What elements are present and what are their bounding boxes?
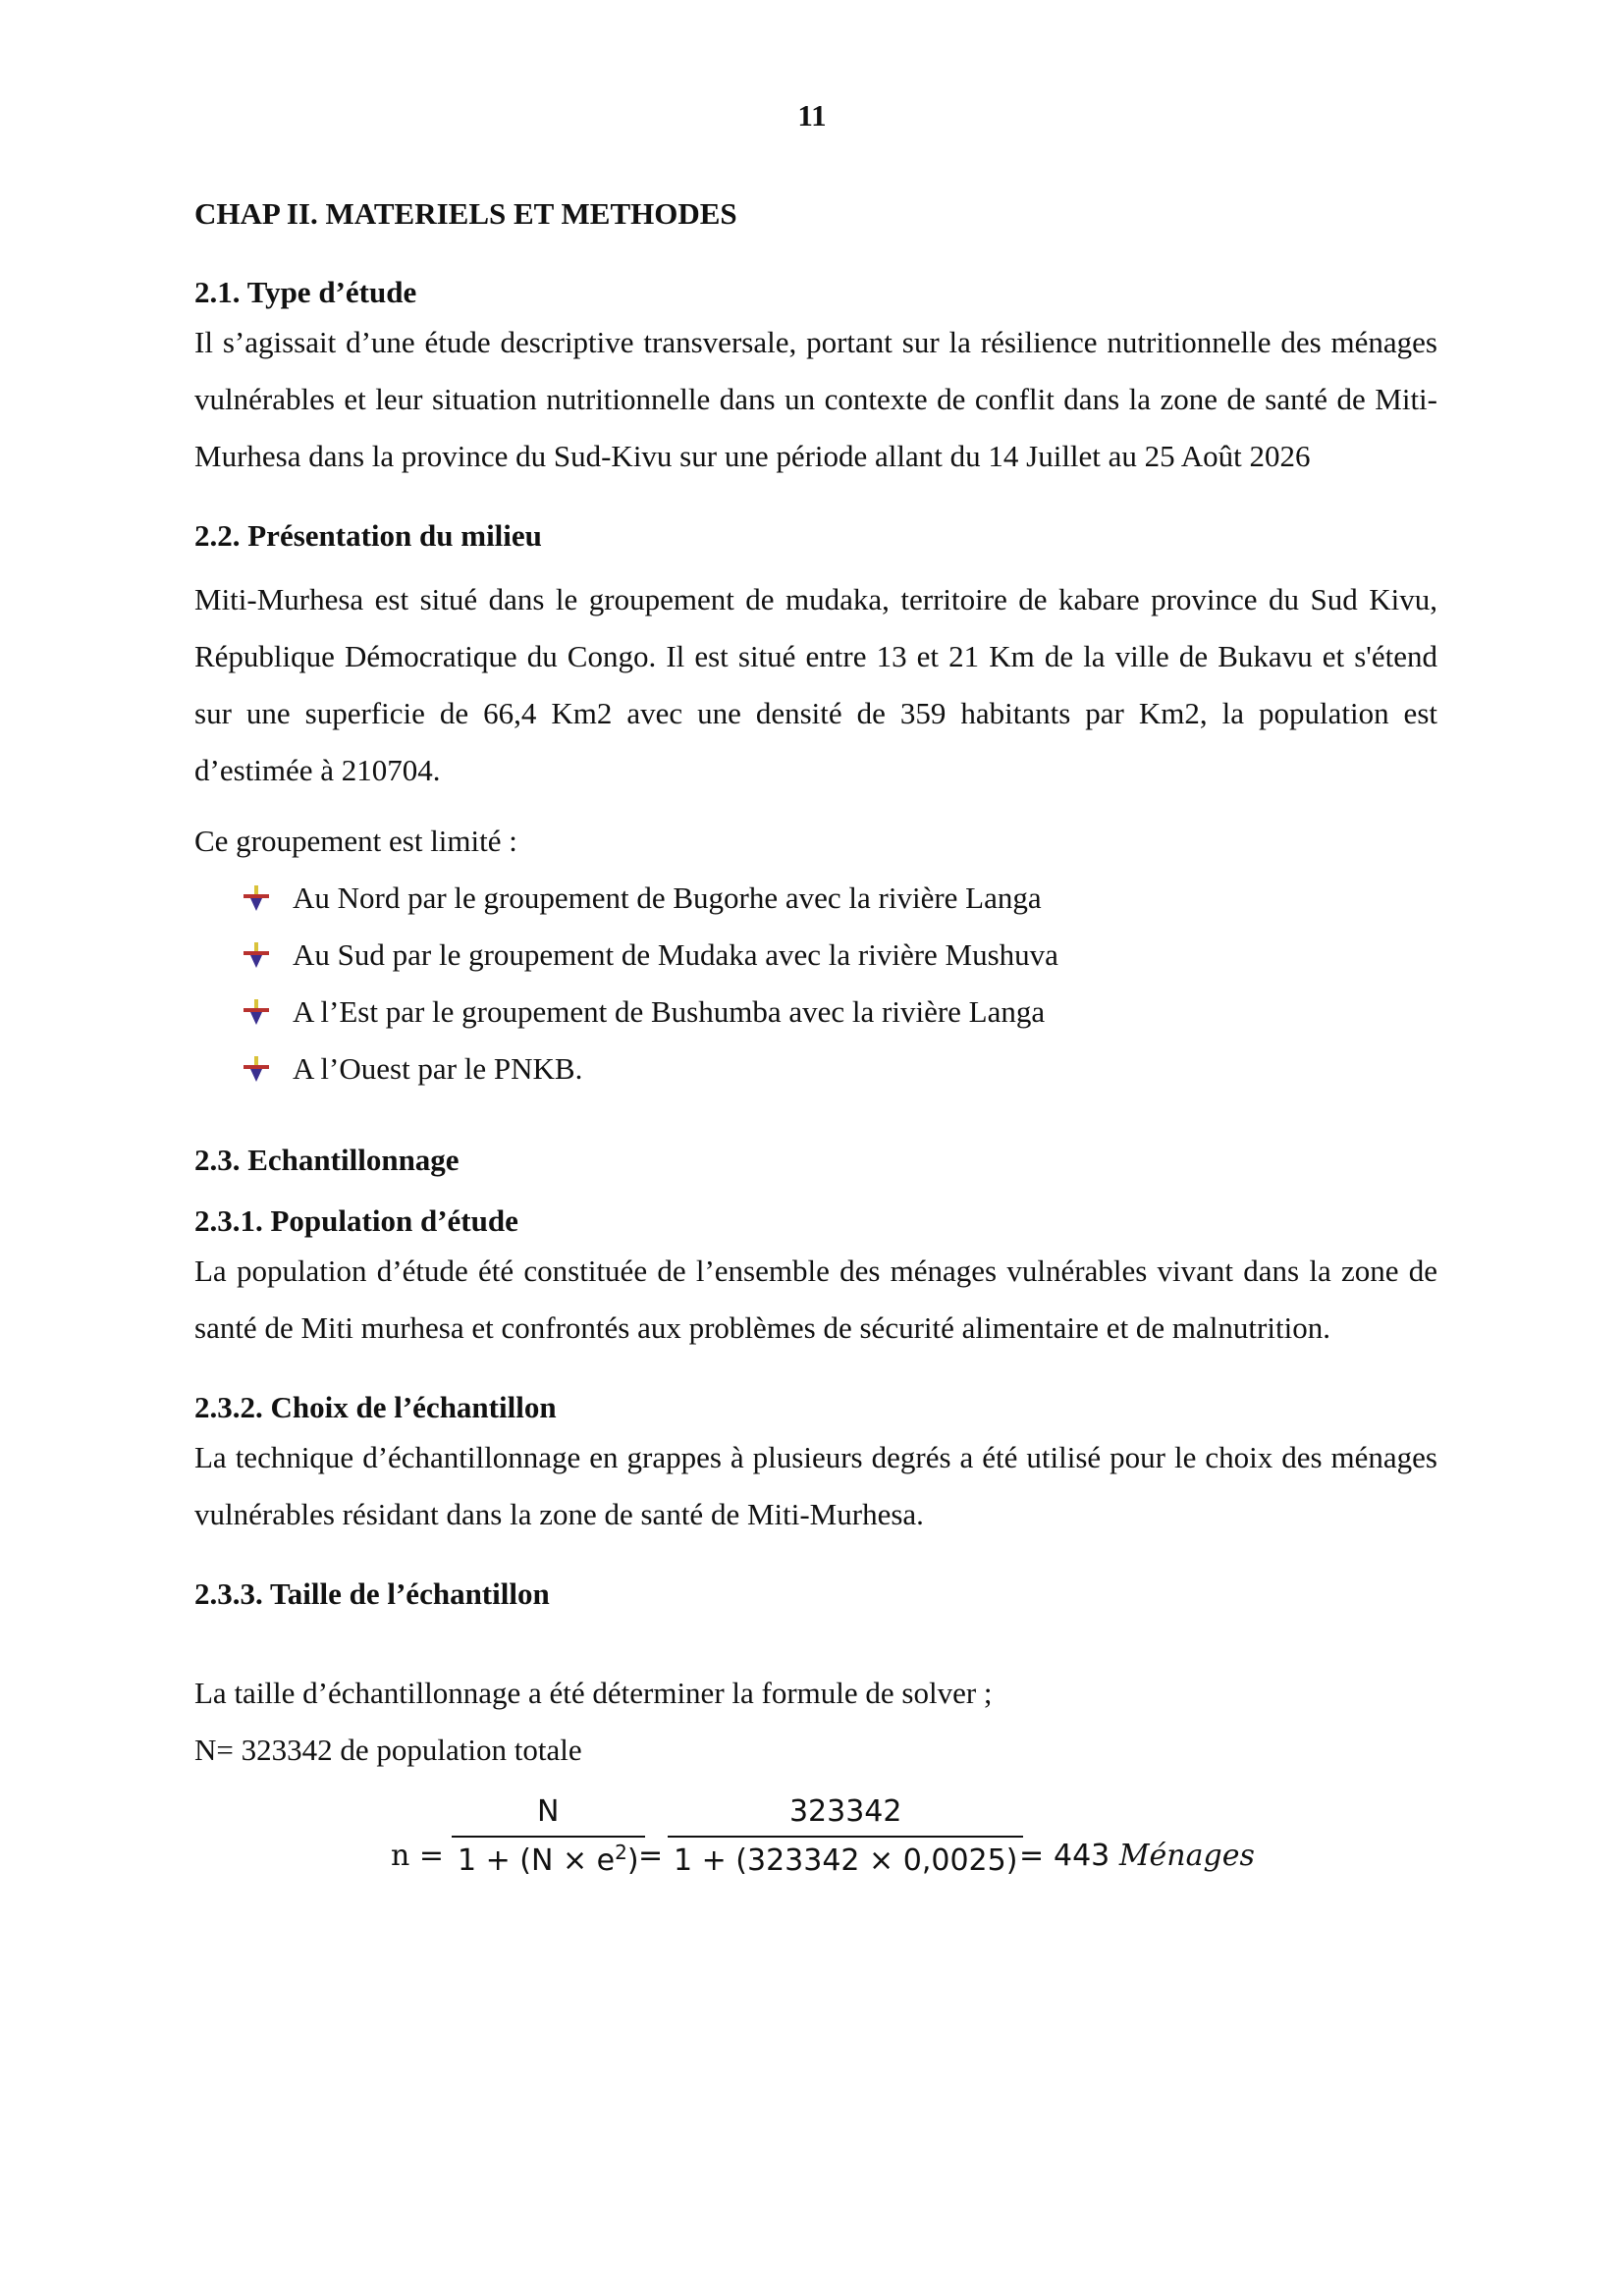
section-text-2-2: Miti-Murhesa est situé dans le groupement de mudaka, territoire de kabare province du Sud Kivu, République Démocratique du Congo. Il est situé entre 13 et 21 Km de la ville de Bukavu et s'étend sur une superficie de 66,4 Km2 avec une densité de 359 habitants par Km2, la population est d’estimée à 210704. bbox=[194, 582, 1437, 787]
page-number: 11 bbox=[797, 98, 827, 133]
fraction-1-numerator: N bbox=[537, 1794, 560, 1829]
population-line: N= 323342 de population totale bbox=[194, 1733, 582, 1767]
down-arrow-bullet-icon bbox=[244, 942, 269, 968]
formula-fraction-1 bbox=[452, 1790, 645, 1883]
formula-equals-2: = bbox=[1019, 1839, 1045, 1873]
list-item bbox=[244, 984, 1437, 1041]
section-heading-2-3-1: 2.3.1. Population d’étude bbox=[194, 1203, 518, 1238]
down-arrow-bullet-icon bbox=[244, 999, 269, 1025]
result-value: 443 bbox=[1054, 1839, 1110, 1873]
down-arrow-bullet-icon bbox=[244, 885, 269, 911]
section-text-2-3-3: La taille d’échantillonnage a été déterminer la formule de solver ; bbox=[194, 1676, 993, 1710]
fraction-2-denominator: 1 + (323342 × 0,0025) bbox=[674, 1843, 1018, 1878]
section-text-2-3-1: La population d’étude été constituée de l’ensemble des ménages vulnérables vivant dans la zone de santé de Miti murhesa et confrontés aux problèmes de sécurité alimentaire et de malnutrition. bbox=[194, 1254, 1437, 1345]
section-heading-2-1: 2.1. Type d’étude bbox=[194, 275, 417, 309]
limit-west: A l’Ouest par le PNKB. bbox=[293, 1051, 583, 1086]
section-heading-2-2: 2.2. Présentation du milieu bbox=[194, 518, 542, 553]
formula-equals-1: = bbox=[638, 1839, 664, 1873]
list-item bbox=[244, 870, 1437, 927]
section-heading-2-3-3: 2.3.3. Taille de l’échantillon bbox=[194, 1576, 550, 1611]
limits-list bbox=[194, 870, 1437, 1097]
fraction-1-denominator: $1 + (N \times e^2)$ bbox=[458, 1841, 639, 1878]
formula-lhs: n = bbox=[391, 1839, 444, 1873]
page-content bbox=[194, 192, 1437, 1898]
limit-north: Au Nord par le groupement de Bugorhe avec la rivière Langa bbox=[293, 881, 1042, 915]
section-heading-2-3: 2.3. Echantillonnage bbox=[194, 1143, 460, 1177]
list-item bbox=[244, 1041, 1437, 1097]
list-item bbox=[244, 927, 1437, 984]
section-text-2-3-2: La technique d’échantillonnage en grappes à plusieurs degrés a été utilisé pour le choix des ménages vulnérables résidant dans la zone de santé de Miti-Murhesa. bbox=[194, 1440, 1437, 1531]
sample-size-formula bbox=[194, 1790, 1437, 1898]
fraction-2-numerator: 323342 bbox=[788, 1794, 902, 1829]
section-heading-2-3-2: 2.3.2. Choix de l’échantillon bbox=[194, 1390, 557, 1424]
section-text-2-1: Il s’agissait d’une étude descriptive transversale, portant sur la résilience nutritionnelle des ménages vulnérables et leur situation nutritionnelle dans un contexte de conflit dans la zone de santé de Miti-Murhesa dans la province du Sud-Kivu sur une période allant du 14 Juillet au 25 Août 2026 bbox=[194, 325, 1437, 473]
limits-intro: Ce groupement est limité : bbox=[194, 824, 517, 858]
chapter-title: CHAP II. MATERIELS ET METHODES bbox=[194, 196, 737, 231]
limit-east: A l’Est par le groupement de Bushumba avec la rivière Langa bbox=[293, 994, 1046, 1029]
down-arrow-bullet-icon bbox=[244, 1056, 269, 1082]
result-unit: Ménages bbox=[1118, 1839, 1255, 1873]
formula-result bbox=[1054, 1828, 1255, 1885]
limit-south: Au Sud par le groupement de Mudaka avec la rivière Mushuva bbox=[293, 937, 1058, 972]
formula-fraction-2 bbox=[668, 1790, 1023, 1883]
